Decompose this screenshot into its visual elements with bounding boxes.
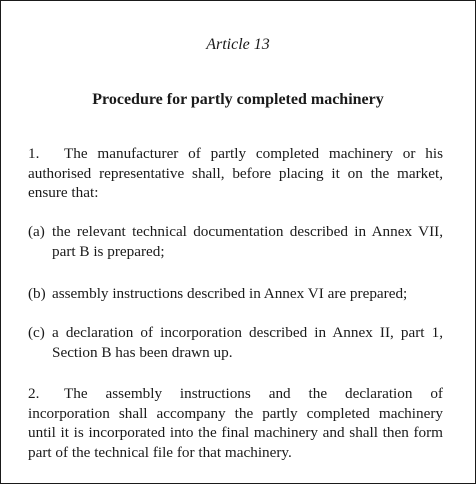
article-title: Procedure for partly completed machinery bbox=[92, 91, 384, 108]
paragraph-2-number: 2. bbox=[28, 385, 40, 402]
list-item-c-text: a declaration of incorporation described in Annex II, part 1, Section B has been drawn up. bbox=[52, 324, 443, 361]
paragraph-1 bbox=[28, 144, 443, 203]
article-number: Article 13 bbox=[206, 36, 270, 53]
list-item-a bbox=[28, 222, 443, 261]
paragraph-1-text: The manufacturer of partly completed machinery or his authorised representative shall, before placing it on the market, ensure that: bbox=[28, 145, 443, 201]
paragraph-2-text: The assembly instructions and the declaration of incorporation shall accompany the partly completed machinery until it is incorporated into the final machinery and shall then form part of the technical file for that machinery. bbox=[28, 385, 443, 461]
list-item-a-label: (a) bbox=[28, 223, 45, 240]
paragraph-2 bbox=[28, 384, 443, 462]
list-item-b-label: (b) bbox=[28, 285, 46, 302]
list-item-b-text: assembly instructions described in Annex VI are prepared; bbox=[52, 285, 408, 302]
list-item-c bbox=[28, 323, 443, 362]
paragraph-1-number: 1. bbox=[28, 145, 40, 162]
list-item-a-text: the relevant technical documentation described in Annex VII, part B is prepared; bbox=[52, 223, 443, 260]
list-item-c-label: (c) bbox=[28, 324, 45, 341]
list-item-b bbox=[28, 284, 443, 304]
